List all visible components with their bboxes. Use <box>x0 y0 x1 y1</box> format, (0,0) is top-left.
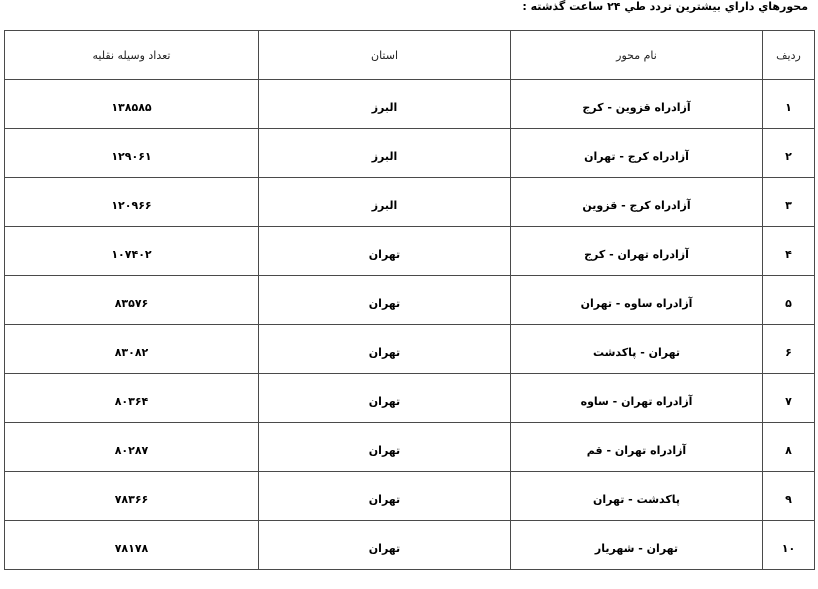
cell-index: ۴ <box>763 227 815 276</box>
cell-index: ۵ <box>763 276 815 325</box>
table-row <box>5 374 815 423</box>
cell-road: آزادراه قزوين - كرج <box>511 80 763 129</box>
cell-index: ۳ <box>763 178 815 227</box>
table-header-row <box>5 31 815 80</box>
table-row <box>5 129 815 178</box>
header-index: رديف <box>763 31 815 80</box>
table-row <box>5 521 815 570</box>
cell-road: تهران - پاكدشت <box>511 325 763 374</box>
cell-index: ۱ <box>763 80 815 129</box>
cell-road: آزادراه ساوه - تهران <box>511 276 763 325</box>
cell-index: ۱۰ <box>763 521 815 570</box>
table-row <box>5 325 815 374</box>
cell-province: البرز <box>259 80 511 129</box>
cell-province: تهران <box>259 374 511 423</box>
cell-road: تهران - شهريار <box>511 521 763 570</box>
cell-count: ۸۰۲۸۷ <box>5 423 259 472</box>
cell-province: البرز <box>259 129 511 178</box>
cell-province: تهران <box>259 325 511 374</box>
cell-province: تهران <box>259 521 511 570</box>
cell-province: البرز <box>259 178 511 227</box>
cell-road: آزادراه تهران - كرج <box>511 227 763 276</box>
cell-count: ۱۲۰۹۶۶ <box>5 178 259 227</box>
table-row <box>5 178 815 227</box>
cell-count: ۷۸۱۷۸ <box>5 521 259 570</box>
cell-province: تهران <box>259 227 511 276</box>
header-province: استان <box>259 31 511 80</box>
cell-count: ۱۰۷۴۰۲ <box>5 227 259 276</box>
table-row <box>5 472 815 521</box>
cell-count: ۷۸۳۶۶ <box>5 472 259 521</box>
table-row <box>5 227 815 276</box>
cell-count: ۸۳۰۸۲ <box>5 325 259 374</box>
header-road: نام محور <box>511 31 763 80</box>
traffic-table <box>4 30 815 570</box>
cell-index: ۷ <box>763 374 815 423</box>
cell-count: ۸۳۵۷۶ <box>5 276 259 325</box>
cell-road: آزادراه تهران - ساوه <box>511 374 763 423</box>
cell-index: ۹ <box>763 472 815 521</box>
cell-road: آزادراه كرج - قزوين <box>511 178 763 227</box>
cell-province: تهران <box>259 472 511 521</box>
cell-road: پاكدشت - تهران <box>511 472 763 521</box>
table-row <box>5 276 815 325</box>
cell-road: آزادراه كرج - تهران <box>511 129 763 178</box>
header-count: تعداد وسيله نقليه <box>5 31 259 80</box>
table-row <box>5 423 815 472</box>
cell-province: تهران <box>259 423 511 472</box>
cell-count: ۱۳۸۵۸۵ <box>5 80 259 129</box>
cell-index: ۲ <box>763 129 815 178</box>
cell-road: آزادراه تهران - قم <box>511 423 763 472</box>
cell-province: تهران <box>259 276 511 325</box>
page-title: محورهاي داراي بيشترين تردد طي ۲۴ ساعت گذشته : <box>522 0 808 13</box>
cell-count: ۱۲۹۰۶۱ <box>5 129 259 178</box>
table-row <box>5 80 815 129</box>
cell-index: ۶ <box>763 325 815 374</box>
cell-index: ۸ <box>763 423 815 472</box>
cell-count: ۸۰۳۶۴ <box>5 374 259 423</box>
